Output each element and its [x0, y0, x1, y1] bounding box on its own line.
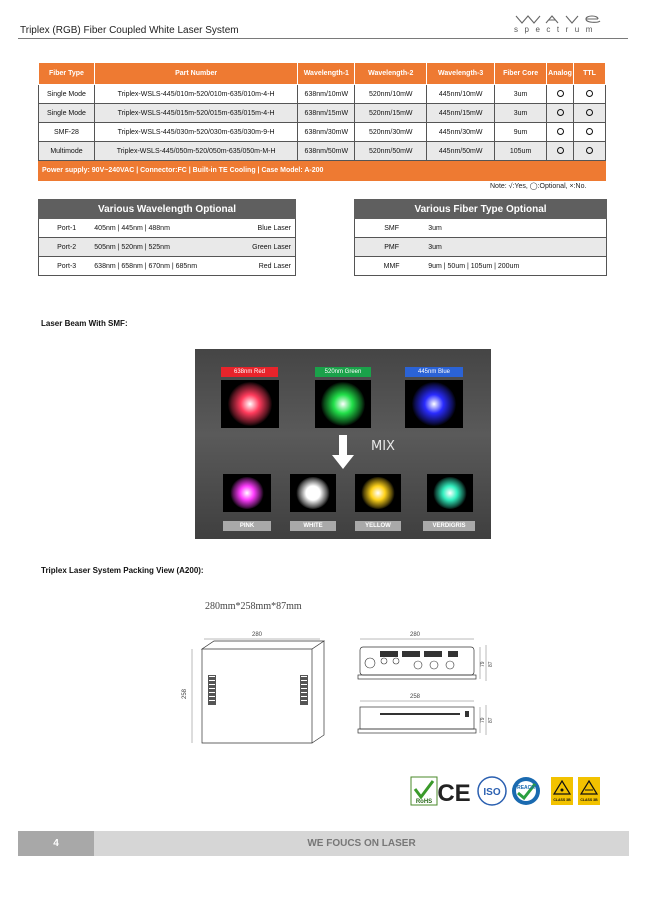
table-row	[39, 257, 296, 276]
optional-circle-icon	[557, 147, 564, 154]
source-beam-blue	[405, 380, 463, 428]
analog-cell	[547, 85, 574, 104]
ttl-cell	[574, 85, 606, 104]
result-label-verdigris: VERDIGRIS	[423, 521, 475, 531]
port-label: Port-3	[39, 257, 95, 276]
ttl-cell	[574, 104, 606, 123]
down-arrow-icon	[332, 435, 354, 469]
green-beam-spot	[321, 382, 365, 426]
table-cell: 445nm/10mW	[427, 85, 495, 104]
table-cell: 445nm/50mW	[427, 142, 495, 161]
table-cell: 638nm/15mW	[298, 104, 355, 123]
optional-circle-icon	[557, 90, 564, 97]
optional-circle-icon	[586, 90, 593, 97]
col-header: Wavelength-2	[355, 63, 427, 85]
col-header: TTL	[574, 63, 606, 85]
verdigris-beam-spot	[433, 477, 467, 509]
rear-inner-height-label: 79	[480, 717, 486, 723]
mix-label: MIX	[371, 439, 395, 454]
pink-beam-spot	[230, 477, 264, 509]
wave-spectrum-logo	[508, 14, 628, 38]
table-cell: 520nm/50mW	[355, 142, 427, 161]
table-cell: Single Mode	[39, 85, 95, 104]
page-title: Triplex (RGB) Fiber Coupled White Laser System	[20, 25, 239, 36]
port-label: Port-1	[39, 219, 95, 238]
table-cell: Triplex-WSLS-445/030m-520/030m-635/030m-9-H	[94, 123, 297, 142]
page-footer	[18, 831, 629, 856]
case-technical-drawing	[180, 625, 500, 750]
reach-text: REACH	[517, 785, 535, 791]
source-tag-green: 520nm Green	[315, 367, 371, 377]
result-beam-pink	[223, 474, 271, 512]
source-beam-green	[315, 380, 371, 428]
fiber-optional-table	[354, 199, 607, 276]
power-row	[39, 161, 606, 181]
result-beam-yellow	[355, 474, 401, 512]
analog-cell	[547, 142, 574, 161]
table-cell: 3um	[495, 85, 547, 104]
source-beam-red	[221, 380, 279, 428]
logo-spectrum-text: spectrum	[514, 25, 599, 34]
source-tag-blue: 445nm Blue	[405, 367, 463, 377]
table-cell: Triplex-WSLS-445/050m-520/050m-635/050m-M-H	[94, 142, 297, 161]
wavelength-values: 405nm | 445nm | 488nm	[94, 219, 229, 238]
laser-type: Green Laser	[230, 238, 296, 257]
front-height-label: 258	[182, 688, 188, 699]
wave-logo-mark	[514, 14, 622, 24]
panel-width-label: 280	[410, 632, 421, 638]
wavelength-values: 505nm | 520nm | 525nm	[94, 238, 229, 257]
ttl-cell	[574, 123, 606, 142]
panel-height-label: 87	[488, 661, 494, 667]
fiber-values: 3um	[428, 238, 606, 257]
laser-type: Blue Laser	[230, 219, 296, 238]
spec-header-row	[39, 63, 606, 85]
optional-circle-icon	[586, 109, 593, 116]
laser-beam-image	[195, 349, 491, 539]
col-header: Wavelength-3	[427, 63, 495, 85]
rear-height-label: 87	[488, 717, 494, 723]
table-row	[355, 257, 607, 276]
table-row	[355, 238, 607, 257]
optional-circle-icon	[586, 147, 593, 154]
laser-warning-icon	[551, 777, 573, 805]
yellow-beam-spot	[361, 477, 395, 509]
table-row	[39, 142, 606, 161]
fiber-values: 3um	[428, 219, 606, 238]
rohs-text: RoHS	[415, 799, 433, 805]
wavelength-optional-table	[38, 199, 296, 276]
col-header: Analog	[547, 63, 574, 85]
analog-cell	[547, 104, 574, 123]
iso-text: ISO	[483, 787, 501, 798]
case-dimensions: 280mm*258mm*87mm	[205, 601, 302, 612]
col-header: Fiber Core	[495, 63, 547, 85]
table-row	[39, 219, 296, 238]
optional-circle-icon	[557, 128, 564, 135]
table-cell: 520nm/15mW	[355, 104, 427, 123]
fiber-type: SMF	[355, 219, 429, 238]
ce-text: CE	[437, 780, 471, 807]
fiber-type: PMF	[355, 238, 429, 257]
certification-logos	[410, 775, 602, 807]
ce-icon	[437, 780, 470, 807]
col-header: Wavelength-1	[298, 63, 355, 85]
panel-inner-height-label: 79	[480, 661, 486, 667]
page-number: 4	[18, 831, 94, 856]
fiber-optional-title: Various Fiber Type Optional	[355, 200, 607, 219]
optional-circle-icon	[557, 109, 564, 116]
red-beam-spot	[228, 382, 272, 426]
power-supply-info: Power supply: 90V~240VAC | Connector:FC | Built-in TE Cooling | Case Model: A-200	[39, 161, 606, 181]
table-cell: 445nm/15mW	[427, 104, 495, 123]
wavelength-optional-title: Various Wavelength Optional	[39, 200, 296, 219]
table-row	[39, 238, 296, 257]
table-cell: SMF-28	[39, 123, 95, 142]
iso-icon	[478, 777, 506, 805]
table-row	[39, 85, 606, 104]
table-cell: Triplex-WSLS-445/010m-520/010m-635/010m-4-H	[94, 85, 297, 104]
table-row	[39, 123, 606, 142]
table-cell: 638nm/50mW	[298, 142, 355, 161]
result-beam-white	[290, 474, 336, 512]
table-cell: Triplex-WSLS-445/015m-520/015m-635/015m-4-H	[94, 104, 297, 123]
beam-section-label: Laser Beam With SMF:	[41, 319, 128, 328]
result-label-pink: PINK	[223, 521, 271, 531]
spec-table	[38, 62, 606, 181]
fiber-values: 9um | 50um | 105um | 200um	[428, 257, 606, 276]
table-cell: Multimode	[39, 142, 95, 161]
laser-type: Red Laser	[230, 257, 296, 276]
packing-section-label: Triplex Laser System Packing View (A200):	[41, 566, 204, 575]
ttl-cell	[574, 142, 606, 161]
laser-class-text: CLASS 3B	[553, 798, 571, 802]
table-cell: 445nm/30mW	[427, 123, 495, 142]
wavelength-values: 638nm | 658nm | 670nm | 685nm	[94, 257, 229, 276]
table-cell: Single Mode	[39, 104, 95, 123]
front-width-label: 280	[252, 632, 263, 638]
reach-icon	[512, 777, 540, 805]
laser-class-text-2: CLASS 3B	[580, 798, 598, 802]
table-row	[39, 104, 606, 123]
fiber-type: MMF	[355, 257, 429, 276]
table-cell: 3um	[495, 104, 547, 123]
header-divider	[18, 38, 628, 39]
analog-cell	[547, 123, 574, 142]
legend-note: Note: √:Yes, ◯:Optional, ×:No.	[490, 183, 587, 190]
laser-class-icon	[578, 777, 600, 805]
optional-circle-icon	[586, 128, 593, 135]
table-cell: 638nm/30mW	[298, 123, 355, 142]
table-cell: 520nm/30mW	[355, 123, 427, 142]
result-label-white: WHITE	[290, 521, 336, 531]
port-label: Port-2	[39, 238, 95, 257]
col-header: Part Number	[94, 63, 297, 85]
table-cell: 105um	[495, 142, 547, 161]
rear-width-label: 258	[410, 694, 421, 700]
result-beam-verdigris	[427, 474, 473, 512]
table-cell: 9um	[495, 123, 547, 142]
result-label-yellow: YELLOW	[355, 521, 401, 531]
col-header: Fiber Type	[39, 63, 95, 85]
blue-beam-spot	[412, 382, 456, 426]
table-row	[355, 219, 607, 238]
white-beam-spot	[296, 477, 330, 509]
source-tag-red: 638nm Red	[221, 367, 278, 377]
rohs-icon	[411, 777, 437, 805]
footer-slogan: WE FOUCS ON LASER	[307, 838, 416, 849]
table-cell: 520nm/10mW	[355, 85, 427, 104]
table-cell: 638nm/10mW	[298, 85, 355, 104]
